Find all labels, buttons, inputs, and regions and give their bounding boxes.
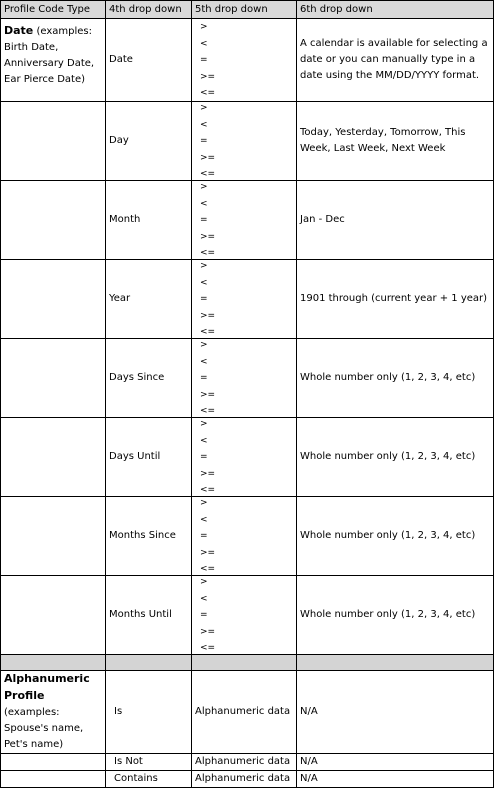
operator-lt: < bbox=[200, 356, 208, 367]
profile-type-cell bbox=[1, 19, 106, 102]
operator-lt: < bbox=[200, 119, 208, 130]
profile-type-examples: (examples: Birth Date, Anniversary Date, Ear Pierce Date) bbox=[4, 26, 95, 85]
profile-type-cell bbox=[1, 339, 106, 418]
header-5th-drop-down: 5th drop down bbox=[192, 1, 297, 19]
operator-gte: >= bbox=[200, 71, 216, 82]
separator-cell bbox=[297, 655, 494, 671]
operator-eq: = bbox=[200, 373, 208, 383]
description-cell: Jan - Dec bbox=[297, 181, 494, 260]
profile-type-cell bbox=[1, 418, 106, 497]
operator-eq: = bbox=[200, 215, 208, 225]
field-cell: Months Until bbox=[106, 576, 192, 655]
field-cell: Year bbox=[106, 260, 192, 339]
description-cell: A calendar is available for selecting a date or you can manually type in a date using the MM/DD/YYYY format. bbox=[297, 19, 494, 102]
field-cell: Day bbox=[106, 102, 192, 181]
field-cell: Is Not bbox=[106, 754, 192, 771]
operator-lt: < bbox=[200, 277, 208, 288]
operator-lte: <= bbox=[200, 88, 216, 98]
operator-gte: >= bbox=[200, 231, 216, 242]
field-cell: Months Since bbox=[106, 497, 192, 576]
field-cell: Is bbox=[106, 671, 192, 754]
profile-type-cell bbox=[1, 260, 106, 339]
operator-lte: <= bbox=[200, 485, 216, 495]
operator-gte: >= bbox=[200, 468, 216, 479]
description-cell: N/A bbox=[297, 671, 494, 754]
field-cell: Days Since bbox=[106, 339, 192, 418]
header-row bbox=[1, 1, 494, 19]
profile-type-cell bbox=[1, 576, 106, 655]
profile-type-cell bbox=[1, 754, 106, 771]
operator-lte: <= bbox=[200, 564, 216, 574]
operator-cell bbox=[192, 19, 297, 102]
description-cell: Whole number only (1, 2, 3, 4, etc) bbox=[297, 418, 494, 497]
data-cell: Alphanumeric data bbox=[192, 754, 297, 771]
header-6th-drop-down: 6th drop down bbox=[297, 1, 494, 19]
operator-list bbox=[192, 260, 296, 338]
operator-lt: < bbox=[200, 198, 208, 209]
operator-eq: = bbox=[200, 610, 208, 620]
operator-cell bbox=[192, 260, 297, 339]
operator-eq: = bbox=[200, 136, 208, 146]
operator-gt: > bbox=[200, 577, 208, 587]
operator-list bbox=[192, 576, 296, 654]
profile-type-title: Date bbox=[4, 24, 34, 37]
field-cell: Days Until bbox=[106, 418, 192, 497]
operator-eq: = bbox=[200, 55, 208, 65]
table-row bbox=[1, 418, 494, 497]
operator-gte: >= bbox=[200, 152, 216, 163]
header-profile-code-type: Profile Code Type bbox=[1, 1, 106, 19]
profile-type-cell bbox=[1, 671, 106, 754]
operator-cell bbox=[192, 418, 297, 497]
description-cell: 1901 through (current year + 1 year) bbox=[297, 260, 494, 339]
operator-list bbox=[192, 102, 296, 180]
table-row bbox=[1, 576, 494, 655]
description-cell: Today, Yesterday, Tomorrow, This Week, Last Week, Next Week bbox=[297, 102, 494, 181]
operator-cell bbox=[192, 181, 297, 260]
profile-type-cell bbox=[1, 102, 106, 181]
operator-gt: > bbox=[200, 340, 208, 350]
profile-type-cell bbox=[1, 497, 106, 576]
operator-cell bbox=[192, 102, 297, 181]
operator-gte: >= bbox=[200, 626, 216, 637]
operator-list bbox=[192, 21, 296, 99]
operator-eq: = bbox=[200, 294, 208, 304]
operator-lte: <= bbox=[200, 248, 216, 258]
data-cell: Alphanumeric data bbox=[192, 671, 297, 754]
operator-eq: = bbox=[200, 452, 208, 462]
description-cell: N/A bbox=[297, 771, 494, 788]
operator-cell bbox=[192, 497, 297, 576]
description-cell: Whole number only (1, 2, 3, 4, etc) bbox=[297, 339, 494, 418]
table-row bbox=[1, 497, 494, 576]
operator-list bbox=[192, 339, 296, 417]
table-row bbox=[1, 181, 494, 260]
table-row bbox=[1, 102, 494, 181]
table-row bbox=[1, 19, 494, 102]
profile-type-cell bbox=[1, 181, 106, 260]
operator-lte: <= bbox=[200, 643, 216, 653]
data-cell: Alphanumeric data bbox=[192, 771, 297, 788]
operator-gt: > bbox=[200, 182, 208, 192]
separator-cell bbox=[1, 655, 106, 671]
operator-cell bbox=[192, 339, 297, 418]
field-cell: Month bbox=[106, 181, 192, 260]
header-4th-drop-down: 4th drop down bbox=[106, 1, 192, 19]
profile-type-title: Alphanumeric Profile bbox=[4, 672, 90, 702]
operator-list bbox=[192, 418, 296, 496]
operator-gte: >= bbox=[200, 547, 216, 558]
operator-lte: <= bbox=[200, 406, 216, 416]
operator-gt: > bbox=[200, 261, 208, 271]
operator-list bbox=[192, 181, 296, 259]
table-row bbox=[1, 260, 494, 339]
description-cell: Whole number only (1, 2, 3, 4, etc) bbox=[297, 497, 494, 576]
operator-lt: < bbox=[200, 593, 208, 604]
field-cell: Date bbox=[106, 19, 192, 102]
description-cell: Whole number only (1, 2, 3, 4, etc) bbox=[297, 576, 494, 655]
operator-lte: <= bbox=[200, 327, 216, 337]
profile-type-examples: (examples: Spouse's name, Pet's name) bbox=[4, 707, 84, 750]
operator-gte: >= bbox=[200, 310, 216, 321]
operator-gt: > bbox=[200, 103, 208, 113]
operator-gt: > bbox=[200, 419, 208, 429]
operator-gt: > bbox=[200, 22, 208, 32]
separator-row bbox=[1, 655, 494, 671]
operator-gt: > bbox=[200, 498, 208, 508]
separator-cell bbox=[106, 655, 192, 671]
table-row bbox=[1, 771, 494, 788]
description-cell: N/A bbox=[297, 754, 494, 771]
operator-lt: < bbox=[200, 38, 208, 49]
table-row bbox=[1, 671, 494, 754]
operator-list bbox=[192, 497, 296, 575]
table-row bbox=[1, 754, 494, 771]
operator-cell bbox=[192, 576, 297, 655]
operator-gte: >= bbox=[200, 389, 216, 400]
separator-cell bbox=[192, 655, 297, 671]
field-cell: Contains bbox=[106, 771, 192, 788]
table-row bbox=[1, 339, 494, 418]
operator-lt: < bbox=[200, 514, 208, 525]
operator-lt: < bbox=[200, 435, 208, 446]
operator-eq: = bbox=[200, 531, 208, 541]
operator-lte: <= bbox=[200, 169, 216, 179]
profile-type-cell bbox=[1, 771, 106, 788]
